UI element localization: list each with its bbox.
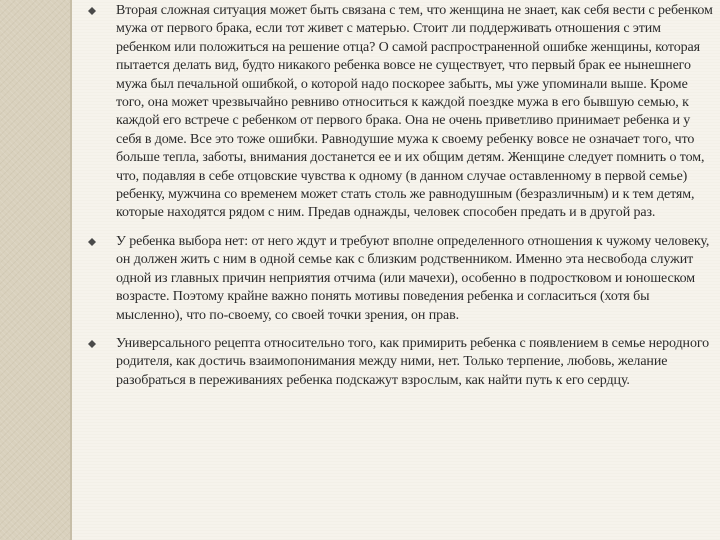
bullet-diamond-icon xyxy=(88,7,96,15)
list-item xyxy=(116,2,716,223)
bullet-text: Вторая сложная ситуация может быть связана с тем, что женщина не знает, как себя вести с ребенком мужа от первого брака, если тот живет с матерью. Стоит ли поддерживать отношения с этим ребенком или положиться на решение отца? О самой распространенной ошибке женщины, которая пытается делать вид, будто никакого ребенка вовсе не существует, что первый брак ее нынешнего мужа был печальной ошибкой, о которой надо поскорее забыть, мы уже упоминали выше. Кроме того, она может чрезвычайно ревниво относиться к каждой поездке мужа в его бывшую семью, к каждой его встрече с ребенком от первого брака. Она не очень приветливо принимает ребенка и у себя в доме. Все это тоже ошибки. Равнодушие мужа к своему ребенку вовсе не означает того, что больше тепла, заботы, внимания достанется ее и их общим детям. Женщине следует помнить о том, что, подавляя в себе отцовские чувства к одному (в данном случае оставленному в первой семье) ребенку, мужчина со временем может стать столь же равнодушным (безразличным) и к тем детям, которые находятся рядом с ним. Предав однажды, человек способен предать и в другой раз. xyxy=(116,3,713,221)
bullet-diamond-icon xyxy=(88,340,96,348)
bullet-diamond-icon xyxy=(88,238,96,246)
bullet-text: Универсального рецепта относительно того, как примирить ребенка с появлением в семье неродного родителя, как достичь взаимопонимания между ними, нет. Только терпение, любовь, желание разобраться в переживаниях ребенка подскажут взрослым, как найти путь к его сердцу. xyxy=(116,335,710,388)
decorative-side-panel xyxy=(0,0,70,540)
bullet-list xyxy=(116,2,716,400)
list-item xyxy=(116,335,716,390)
list-item xyxy=(116,233,716,325)
slide-content xyxy=(72,0,720,540)
bullet-text: У ребенка выбора нет: от него ждут и требуют вполне определенного отношения к чужому человеку, он должен жить с ним в одной семье как с близким родственником. Именно эта несвобода служит одной из главных причин неприятия отчима (или мачехи), особенно в подростковом и юношеском возрасте. Поэтому крайне важно понять мотивы поведения ребенка и согласиться (хотя бы мысленно), что по-своему, со своей точки зрения, он прав. xyxy=(116,233,710,323)
